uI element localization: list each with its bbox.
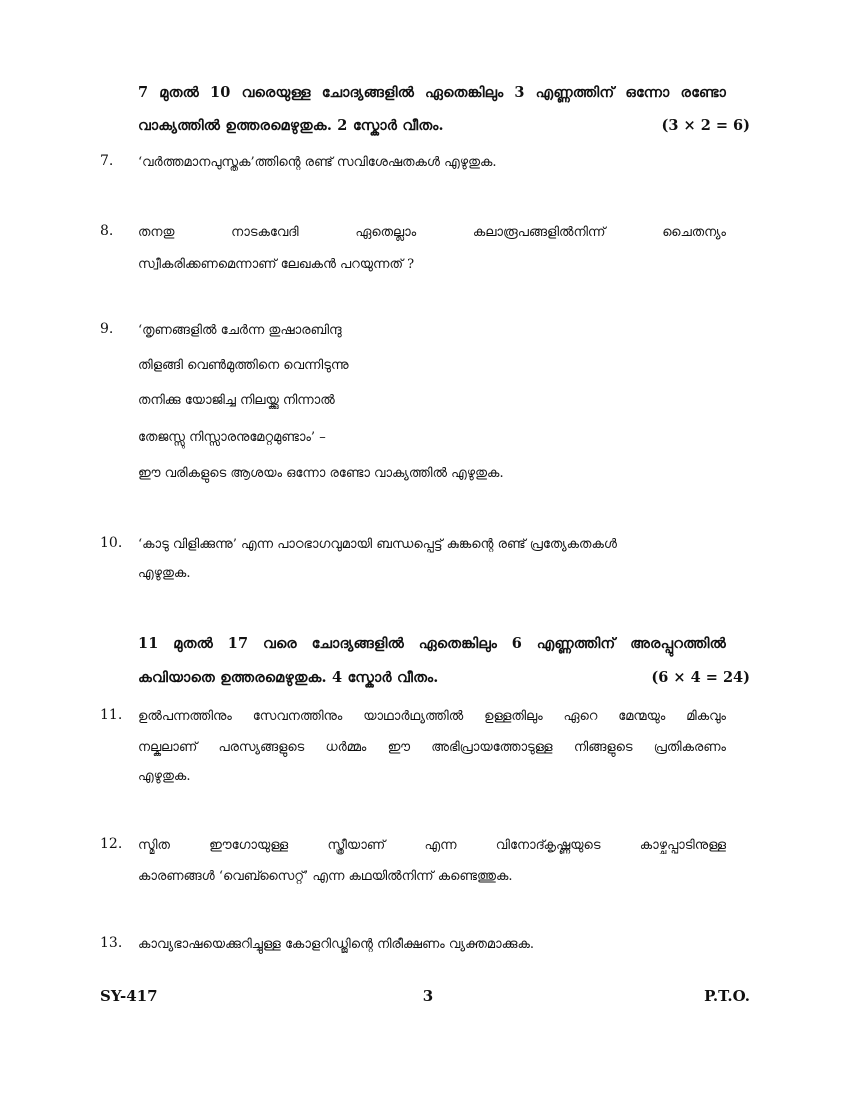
question-10-line-1: ‘കാടു വിളിക്കുന്നു’ എന്ന പാഠഭാഗവുമായി ബന്ധപ്പെട്ട് കുങ്കന്റെ രണ്ട് പ്രത്യേകതകൾ — [138, 537, 617, 552]
question-9-text: ഈ വരികളുടെ ആശയം ഒന്നോ രണ്ടോ വാക്യത്തിൽ എഴുതുക. — [138, 466, 504, 481]
question-11-line-2: നല്കലാണ് പരസ്യങ്ങളുടെ ധർമ്മം ഈ അഭിപ്രായത്തോടുള്ള നിങ്ങളുടെ പ്രതികരണം — [138, 740, 726, 755]
poem-line: തനിക്കു യോജിച്ച നിലയ്ക്കു നിന്നാൽ — [138, 393, 335, 408]
question-8-line-2: സ്വീകരിക്കണമെന്നാണ് ലേഖകൻ പറയുന്നത് ? — [138, 257, 415, 272]
footer-page-number: 3 — [422, 987, 434, 1005]
section-1-instruction-line-1: 7 മുതൽ 10 വരെയുള്ള ചോദ്യങ്ങളിൽ ഏതെങ്കിലും 3 എണ്ണത്തിന് ഒന്നോ രണ്ടോ — [138, 84, 726, 101]
question-12-line-1: സ്മിത ഈഗോയുള്ള സ്ത്രീയാണ് എന്ന വിനോദ്കൃഷ്ണയുടെ കാഴ്ചപ്പാടിനുള്ള — [138, 838, 726, 853]
poem-line: തിളങ്ങി വെൺമുത്തിനെ വെന്നിടുന്നു — [138, 358, 349, 373]
question-10-line-2: എഴുതുക. — [138, 566, 191, 581]
section-2-instruction-line-2: കവിയാതെ ഉത്തരമെഴുതുക. 4 സ്കോർ വീതം. — [138, 669, 439, 686]
question-11-number: 11. — [100, 707, 123, 723]
footer-paper-code: SY-417 — [100, 987, 158, 1005]
question-11-line-1: ഉൽപന്നത്തിനും സേവനത്തിനും യാഥാർഥ്യത്തിൽ ഉള്ളതിലും ഏറെ മേന്മയും മികവും — [138, 709, 726, 724]
question-9-number: 9. — [100, 321, 114, 337]
question-8-number: 8. — [100, 223, 114, 239]
poem-line: തേജസ്സു നിസ്സാരനുമേറ്റമുണ്ടാം’ – — [138, 430, 326, 445]
section-1-instruction-line-2: വാക്യത്തിൽ ഉത്തരമെഴുതുക. 2 സ്കോർ വീതം. — [138, 117, 444, 134]
question-7-number: 7. — [100, 153, 114, 169]
question-13-number: 13. — [100, 935, 123, 951]
question-12-line-2: കാരണങ്ങൾ ‘വെബ്സൈറ്റ്’ എന്ന കഥയിൽനിന്ന് കണ്ടെത്തുക. — [138, 869, 513, 884]
section-2-instruction-line-1: 11 മുതൽ 17 വരെ ചോദ്യങ്ങളിൽ ഏതെങ്കിലും 6 എണ്ണത്തിന് അരപ്പുറത്തിൽ — [138, 635, 726, 652]
footer-pto: P.T.O. — [704, 987, 750, 1005]
question-10-number: 10. — [100, 535, 123, 551]
question-13-text: കാവ്യഭാഷയെക്കുറിച്ചുള്ള കോളറിഡ്ജിന്റെ നിരീക്ഷണം വ്യക്തമാക്കുക. — [138, 937, 534, 952]
question-8-line-1: തനതു നാടകവേദി ഏതെല്ലാം കലാരൂപങ്ങളിൽനിന്ന് ചൈതന്യം — [138, 225, 726, 240]
question-11-line-3: എഴുതുക. — [138, 769, 191, 784]
poem-line: ‘തൃണങ്ങളിൽ ചേർന്ന തുഷാരബിന്ദു — [138, 323, 342, 338]
section-2-marks: (6 × 4 = 24) — [651, 669, 750, 686]
question-12-number: 12. — [100, 836, 123, 852]
section-1-marks: (3 × 2 = 6) — [661, 117, 750, 134]
question-7-text: ‘വർത്തമാനപുസ്തക’ത്തിന്റെ രണ്ട് സവിശേഷതകൾ എഴുതുക. — [138, 155, 497, 170]
